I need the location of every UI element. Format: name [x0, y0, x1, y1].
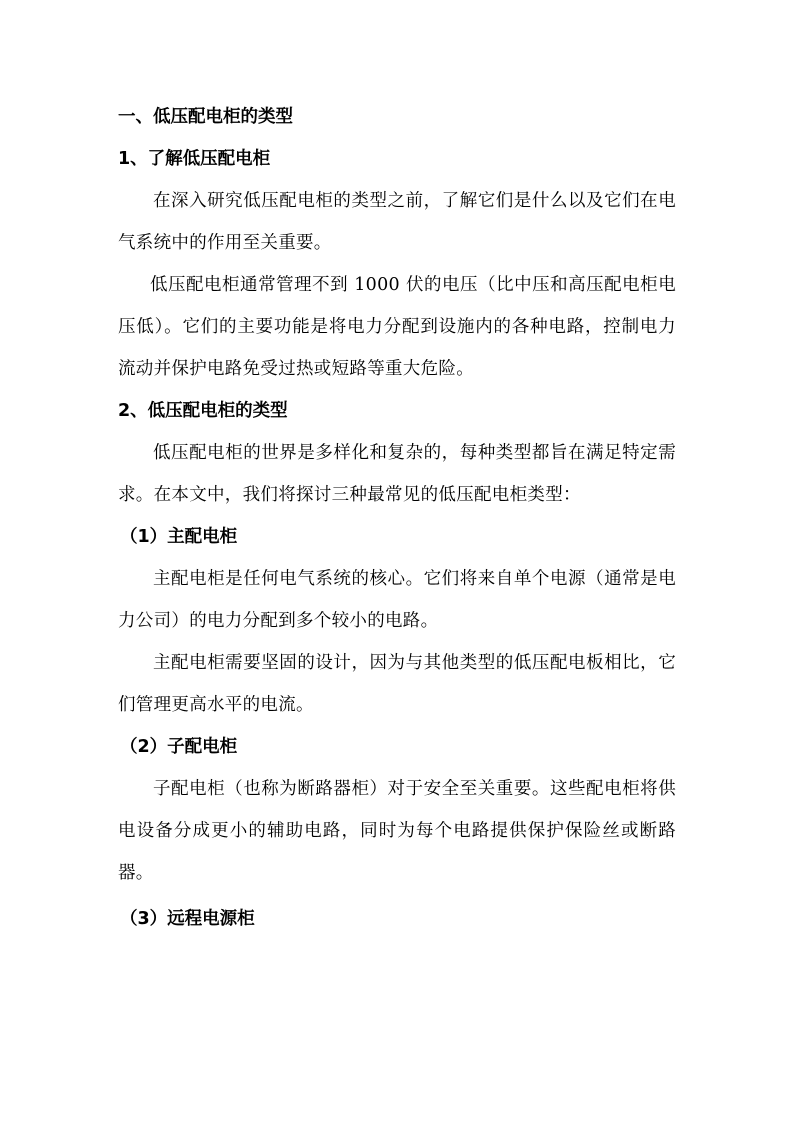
section-heading-cabinet-types: 一、低压配电柜的类型 [118, 107, 293, 127]
paragraph-types-overview: 低压配电柜的世界是多样化和复杂的，每种类型都旨在满足特定需求。在本文中，我们将探讨三种最常见的低压配电柜类型： [118, 443, 676, 505]
document-body [118, 96, 676, 940]
paragraph-sub-cabinet: 子配电柜（也称为断路器柜）对于安全至关重要。这些配电柜将供电设备分成更小的辅助电路，同时为每个电路提供保护保险丝或断路器。 [118, 779, 676, 883]
subheading-cabinet-types: 2、低压配电柜的类型 [118, 401, 288, 421]
paragraph-intro: 在深入研究低压配电柜的类型之前，了解它们是什么以及它们在电气系统中的作用至关重要。 [118, 191, 676, 253]
heading-main-cabinet: （1）主配电柜 [120, 527, 238, 547]
paragraph-main-cabinet-design: 主配电柜需要坚固的设计，因为与其他类型的低压配电板相比，它们管理更高水平的电流。 [118, 653, 676, 715]
subheading-understanding-cabinets: 1、了解低压配电柜 [118, 149, 271, 169]
paragraph-main-cabinet-core: 主配电柜是任何电气系统的核心。它们将来自单个电源（通常是电力公司）的电力分配到多个较小的电路。 [118, 569, 676, 631]
heading-sub-cabinet: （2）子配电柜 [120, 737, 238, 757]
paragraph-voltage-function: 低压配电柜通常管理不到 1000 伏的电压（比中压和高压配电柜电压低）。它们的主要功能是将电力分配到设施内的各种电路，控制电力流动并保护电路免受过热或短路等重大危险。 [118, 275, 676, 379]
heading-remote-power-cabinet: （3）远程电源柜 [120, 909, 255, 929]
